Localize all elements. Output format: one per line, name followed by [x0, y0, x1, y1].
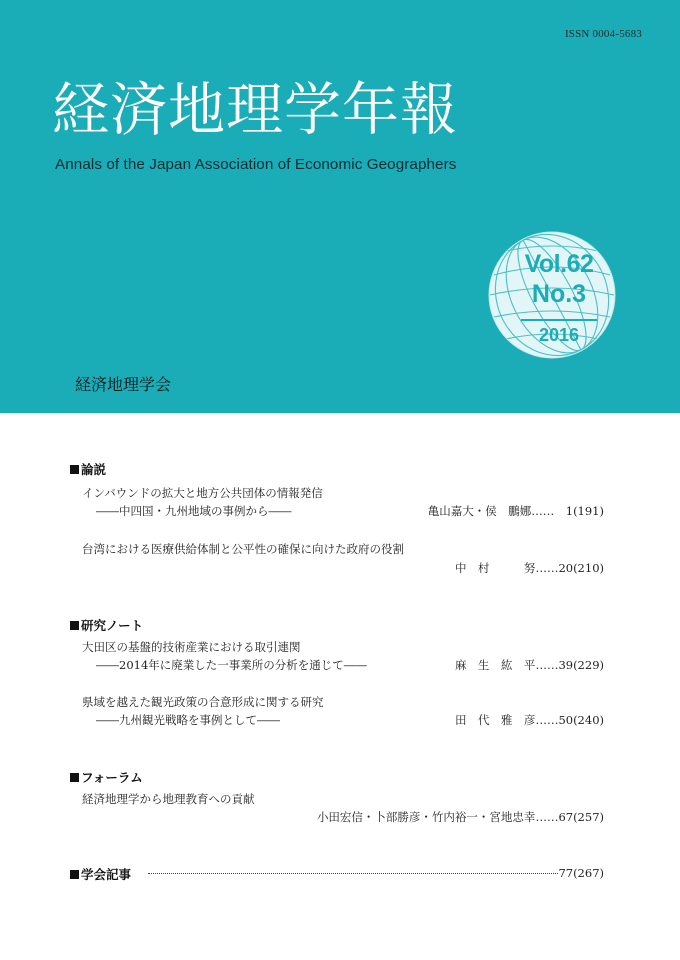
article-subtitle: ――中四国・九州地域の事例から―― — [96, 504, 292, 518]
section-heading-forum: フォーラム — [70, 768, 143, 786]
article-title[interactable]: インバウンドの拡大と地方公共団体の情報発信 — [82, 486, 323, 500]
article-title[interactable]: 大田区の基盤的技術産業における取引連関 — [82, 640, 301, 654]
article-authors: 小田宏信・卜部勝彦・竹内裕一・宮地忠幸 — [316, 810, 536, 824]
article-subtitle: ――2014年に廃業した一事業所の分析を通じて―― — [96, 658, 367, 672]
year-rule — [521, 319, 597, 321]
article-meta — [428, 503, 604, 519]
article-title[interactable]: 県域を越えた観光政策の合意形成に関する研究 — [82, 695, 324, 709]
article-page: ……39(229) — [535, 658, 604, 672]
article-title[interactable]: 経済地理学から地理教育への貢献 — [82, 792, 255, 806]
year-label: 2016 — [538, 325, 580, 345]
section-heading-society-news[interactable]: 学会記事 — [70, 865, 131, 883]
publisher-name: 経済地理学会 — [75, 375, 172, 394]
society-news-page: 77(267) — [558, 866, 604, 880]
article-page: ……20(210) — [535, 561, 604, 575]
article-authors: 亀山嘉大・侯 鵬娜 — [427, 504, 532, 518]
article-meta — [317, 809, 604, 825]
article-authors: 麻 生 紘 平 — [454, 658, 536, 672]
journal-title-english: Annals of the Japan Association of Economic Geographers — [55, 156, 457, 173]
article-page: ……50(240) — [535, 713, 604, 727]
article-meta — [455, 560, 604, 576]
volume-label: Vol.62 — [524, 250, 594, 278]
article-meta — [455, 712, 604, 728]
article-title[interactable]: 台湾における医療供給体制と公平性の確保に向けた政府の役割 — [82, 542, 404, 556]
article-page: …… 1(191) — [531, 504, 604, 518]
issn-number: ISSN 0004-5683 — [564, 28, 642, 40]
article-authors: 中 村 努 — [454, 561, 536, 575]
article-authors: 田 代 雅 彦 — [454, 713, 536, 727]
article-page: ……67(257) — [535, 810, 604, 824]
article-subtitle: ――九州観光戦略を事例として―― — [96, 713, 280, 727]
section-heading-ronsetsu: 論説 — [70, 460, 106, 478]
section-heading-research-note: 研究ノート — [70, 616, 143, 634]
article-meta — [455, 657, 604, 673]
leader-dots — [148, 866, 558, 874]
journal-title-japanese: 経済地理学年報 — [52, 77, 458, 143]
issue-number-label: No.3 — [531, 280, 587, 308]
